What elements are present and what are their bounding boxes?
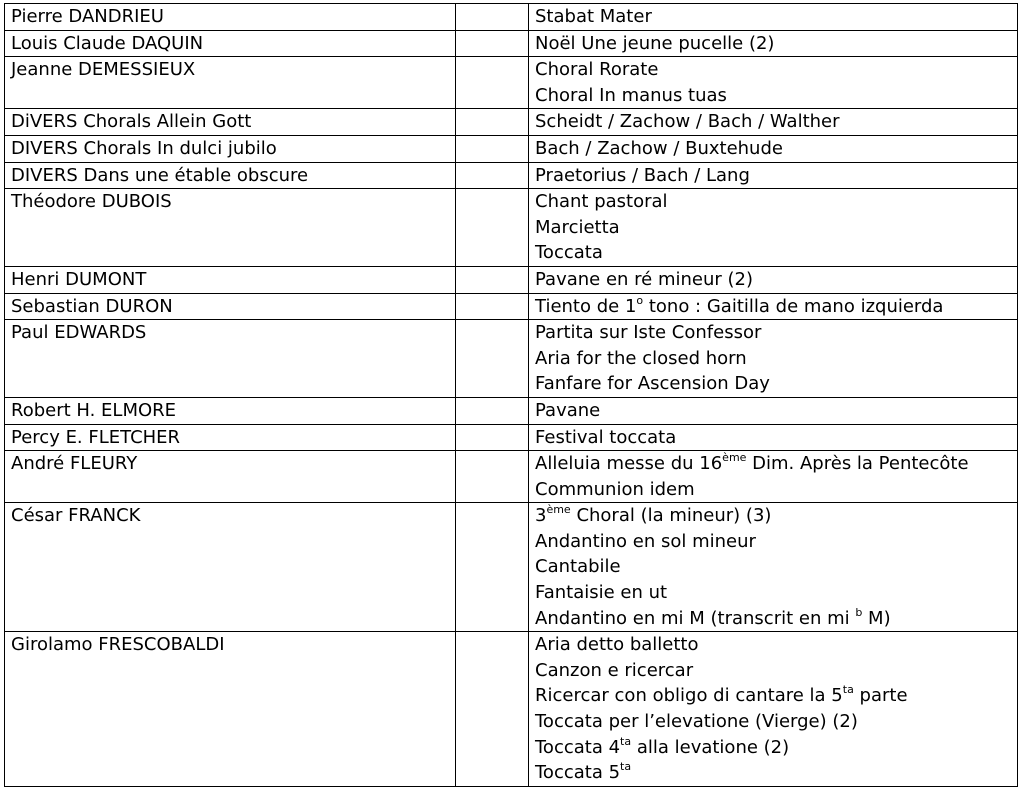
table-row bbox=[5, 320, 1018, 398]
works-cell bbox=[529, 632, 1018, 787]
work-title-text: Dim. Après la Pentecôte bbox=[746, 453, 969, 475]
color-code-cell bbox=[456, 4, 529, 31]
work-title bbox=[529, 554, 1017, 580]
work-title bbox=[529, 606, 1017, 632]
work-title-superscript: b bbox=[855, 605, 863, 619]
work-title-text: Scheidt / Zachow / Bach / Walther bbox=[535, 111, 840, 133]
table-row bbox=[5, 4, 1018, 31]
work-title-text: Choral (la mineur) (3) bbox=[570, 505, 772, 527]
color-code-cell bbox=[456, 397, 529, 424]
work-title-text: tono : Gaitilla de mano izquierda bbox=[643, 295, 944, 317]
composer-name: Percy E. FLETCHER bbox=[11, 426, 181, 448]
work-title bbox=[529, 683, 1017, 709]
works-cell bbox=[529, 397, 1018, 424]
work-title bbox=[529, 294, 1017, 320]
work-title bbox=[529, 658, 1017, 684]
works-cell bbox=[529, 424, 1018, 451]
works-cell bbox=[529, 162, 1018, 189]
work-title bbox=[529, 346, 1017, 372]
composer-name: Paul EDWARDS bbox=[11, 322, 147, 344]
work-title bbox=[529, 31, 1017, 57]
composer-cell bbox=[5, 632, 456, 787]
work-title-text: Andantino en sol mineur bbox=[535, 530, 756, 552]
composer-name: Henri DUMONT bbox=[11, 268, 147, 290]
color-code-cell bbox=[456, 451, 529, 503]
work-title bbox=[529, 580, 1017, 606]
composer-cell bbox=[5, 451, 456, 503]
composer-name: Pierre DANDRIEU bbox=[11, 6, 164, 27]
work-title-text: Alleluia messe du 16 bbox=[535, 453, 723, 475]
color-code-cell bbox=[456, 135, 529, 162]
table-row bbox=[5, 632, 1018, 787]
table-row bbox=[5, 30, 1018, 57]
composer-name: Louis Claude DAQUIN bbox=[11, 32, 204, 54]
work-title bbox=[529, 529, 1017, 555]
composer-cell bbox=[5, 397, 456, 424]
works-cell bbox=[529, 293, 1018, 320]
color-code-cell bbox=[456, 57, 529, 109]
works-cell bbox=[529, 189, 1018, 267]
work-title bbox=[529, 477, 1017, 503]
works-cell bbox=[529, 109, 1018, 136]
work-title bbox=[529, 163, 1017, 189]
composer-cell bbox=[5, 293, 456, 320]
work-title-text: alla levatione (2) bbox=[631, 736, 790, 758]
works-cell bbox=[529, 503, 1018, 632]
works-cell bbox=[529, 451, 1018, 503]
composer-cell bbox=[5, 266, 456, 293]
work-title-text: 3 bbox=[535, 505, 547, 527]
composer-cell bbox=[5, 109, 456, 136]
work-title-text: Canzon e ricercar bbox=[535, 659, 694, 681]
work-title-text: Pavane bbox=[535, 399, 601, 421]
table-row bbox=[5, 424, 1018, 451]
work-title-superscript: ta bbox=[620, 760, 632, 774]
work-title-text: Chant pastoral bbox=[535, 191, 668, 213]
work-title bbox=[529, 320, 1017, 346]
work-title-superscript: ta bbox=[842, 683, 854, 697]
work-title bbox=[529, 215, 1017, 241]
color-code-cell bbox=[456, 503, 529, 632]
work-title bbox=[529, 267, 1017, 293]
works-cell bbox=[529, 266, 1018, 293]
composer-cell bbox=[5, 503, 456, 632]
work-title-text: Toccata per l’elevatione (Vierge) (2) bbox=[535, 711, 858, 733]
work-title-text: Toccata bbox=[535, 242, 603, 264]
table-row bbox=[5, 503, 1018, 632]
color-code-cell bbox=[456, 266, 529, 293]
work-title-text: Choral In manus tuas bbox=[535, 84, 727, 106]
work-title-text: Communion idem bbox=[535, 478, 695, 500]
composer-name: Girolamo FRESCOBALDI bbox=[11, 634, 225, 656]
table-row bbox=[5, 266, 1018, 293]
works-cell bbox=[529, 30, 1018, 57]
composer-cell bbox=[5, 30, 456, 57]
work-title-text: Partita sur Iste Confessor bbox=[535, 322, 762, 344]
work-title bbox=[529, 136, 1017, 162]
work-title-text: Tiento de 1 bbox=[535, 295, 637, 317]
composer-cell bbox=[5, 57, 456, 109]
work-title-text: M) bbox=[862, 607, 891, 629]
table-row bbox=[5, 451, 1018, 503]
color-code-cell bbox=[456, 632, 529, 787]
work-title-text: Festival toccata bbox=[535, 426, 677, 448]
work-title-text: Toccata 5 bbox=[535, 762, 621, 784]
table-row bbox=[5, 189, 1018, 267]
composer-name: Robert H. ELMORE bbox=[11, 399, 177, 421]
work-title bbox=[529, 371, 1017, 397]
composer-name: Théodore DUBOIS bbox=[11, 191, 172, 213]
composer-name: Jeanne DEMESSIEUX bbox=[11, 59, 196, 81]
table-row bbox=[5, 109, 1018, 136]
work-title bbox=[529, 4, 1017, 30]
composer-name: DiVERS Chorals Allein Gott bbox=[11, 111, 252, 133]
color-code-cell bbox=[456, 424, 529, 451]
works-cell bbox=[529, 57, 1018, 109]
composer-name: César FRANCK bbox=[11, 505, 141, 527]
composer-cell bbox=[5, 424, 456, 451]
work-title-text: Bach / Zachow / Buxtehude bbox=[535, 137, 783, 159]
work-title-text: Pavane en ré mineur (2) bbox=[535, 268, 754, 290]
composer-cell bbox=[5, 320, 456, 398]
work-title bbox=[529, 83, 1017, 109]
composer-name: Sebastian DURON bbox=[11, 295, 173, 317]
work-title bbox=[529, 189, 1017, 215]
table-body bbox=[5, 4, 1018, 787]
composer-cell bbox=[5, 162, 456, 189]
work-title-text: Cantabile bbox=[535, 556, 621, 578]
work-title bbox=[529, 240, 1017, 266]
work-title-text: Andantino en mi M (transcrit en mi bbox=[535, 607, 856, 629]
composer-name: André FLEURY bbox=[11, 453, 138, 475]
table-row bbox=[5, 397, 1018, 424]
work-title bbox=[529, 735, 1017, 761]
work-title bbox=[529, 57, 1017, 83]
table-row bbox=[5, 57, 1018, 109]
color-code-cell bbox=[456, 189, 529, 267]
composer-cell bbox=[5, 4, 456, 31]
work-title-text: Toccata 4 bbox=[535, 736, 621, 758]
composer-name: DIVERS Dans une étable obscure bbox=[11, 164, 309, 186]
work-title bbox=[529, 425, 1017, 451]
work-title-text: Choral Rorate bbox=[535, 59, 659, 81]
work-title-text: Praetorius / Bach / Lang bbox=[535, 164, 750, 186]
table-row bbox=[5, 293, 1018, 320]
repertoire-table bbox=[4, 3, 1018, 787]
work-title bbox=[529, 632, 1017, 658]
work-title-text: Marcietta bbox=[535, 216, 620, 238]
works-cell bbox=[529, 4, 1018, 31]
work-title-text: Ricercar con obligo di cantare la 5 bbox=[535, 685, 843, 707]
work-title-text: Fantaisie en ut bbox=[535, 582, 668, 604]
work-title bbox=[529, 503, 1017, 529]
color-code-cell bbox=[456, 30, 529, 57]
work-title bbox=[529, 709, 1017, 735]
work-title-text: Aria detto balletto bbox=[535, 634, 699, 656]
color-code-cell bbox=[456, 320, 529, 398]
work-title-text: Fanfare for Ascension Day bbox=[535, 373, 770, 395]
table-row bbox=[5, 135, 1018, 162]
composer-cell bbox=[5, 189, 456, 267]
work-title-text: Aria for the closed horn bbox=[535, 347, 747, 369]
composer-name: DIVERS Chorals In dulci jubilo bbox=[11, 137, 277, 159]
table-row bbox=[5, 162, 1018, 189]
work-title-superscript: ème bbox=[546, 503, 571, 517]
work-title bbox=[529, 451, 1017, 477]
composer-cell bbox=[5, 135, 456, 162]
work-title-text: parte bbox=[853, 685, 908, 707]
work-title bbox=[529, 109, 1017, 135]
work-title-superscript: o bbox=[636, 293, 644, 307]
work-title-text: Stabat Mater bbox=[535, 6, 652, 27]
work-title-text: Noël Une jeune pucelle (2) bbox=[535, 32, 775, 54]
work-title bbox=[529, 398, 1017, 424]
works-cell bbox=[529, 135, 1018, 162]
color-code-cell bbox=[456, 293, 529, 320]
work-title-superscript: ta bbox=[620, 734, 632, 748]
work-title bbox=[529, 760, 1017, 786]
work-title-superscript: ème bbox=[722, 451, 747, 465]
works-cell bbox=[529, 320, 1018, 398]
color-code-cell bbox=[456, 162, 529, 189]
color-code-cell bbox=[456, 109, 529, 136]
